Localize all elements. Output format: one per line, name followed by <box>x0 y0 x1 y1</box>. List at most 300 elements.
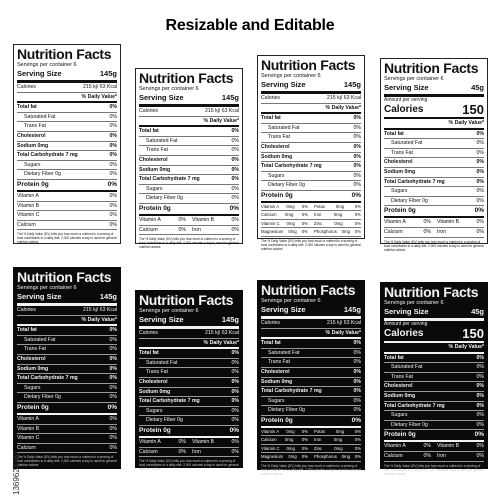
dietary-fiber-row-label: Dietary Fiber 0g <box>24 394 61 401</box>
minerals-row-2-half <box>314 436 361 443</box>
sodium-row <box>261 153 361 163</box>
vitamin-c-row-value: 0% <box>109 212 117 219</box>
total-fat-row-label: Total fat <box>139 350 159 357</box>
minerals-row-half <box>437 228 484 237</box>
minerals-row-4-pct: 0% <box>301 229 308 235</box>
vitamin-c-row <box>17 434 117 444</box>
sodium-row <box>384 392 484 402</box>
amount-per-serving: Amount per serving <box>384 321 428 327</box>
minerals-row-2-label: Iron <box>314 212 322 218</box>
dietary-fiber-row <box>261 181 361 191</box>
minerals-row-1 <box>261 203 361 211</box>
dietary-fiber-row-label: Dietary Fiber 0g <box>268 182 305 189</box>
minerals-row-3-label: Zinc <box>314 220 323 226</box>
total-carb-row <box>17 151 117 161</box>
total-carb-row <box>384 178 484 188</box>
cholesterol-row-label: Cholesterol <box>17 355 46 362</box>
minerals-row-4-half <box>314 228 361 235</box>
saturated-fat-row-label: Saturated Fat <box>268 124 300 131</box>
minerals-row-2-val: 0mg <box>333 212 343 218</box>
protein-row-value: 0% <box>229 426 239 434</box>
serving-size-label: Serving Size <box>139 93 184 102</box>
trans-fat-row-value: 0% <box>109 346 117 353</box>
trans-fat-row-value: 0% <box>353 134 361 141</box>
trans-fat-row <box>261 358 361 368</box>
vitamin-c-row-label: Vitamin C <box>17 435 40 442</box>
dietary-fiber-row <box>17 393 117 403</box>
minerals-row-half <box>384 228 431 237</box>
vitamin-b-row-label: Vitamin B <box>17 425 40 432</box>
sodium-row-label: Sodium 0mg <box>384 168 416 175</box>
sugars-row-label: Sugars <box>146 407 163 414</box>
cholesterol-row-value: 0% <box>231 378 239 385</box>
saturated-fat-row-value: 0% <box>231 137 239 144</box>
total-fat-row <box>384 354 484 364</box>
minerals-row <box>139 448 239 458</box>
servings: Servings per container 6 <box>139 308 199 314</box>
sodium-row <box>384 168 484 178</box>
protein-row-label: Protein 0g <box>17 180 49 188</box>
sodium-row <box>261 378 361 388</box>
daily-value-header-value: % Daily Value* <box>448 344 484 350</box>
sodium-row <box>139 166 239 176</box>
sodium-row-label: Sodium 0mg <box>17 365 49 372</box>
minerals-row-3-half <box>314 445 361 452</box>
minerals-row-3-val: 0mg <box>286 445 295 451</box>
sodium-row-value: 0% <box>231 166 239 173</box>
dietary-fiber-row-value: 0% <box>353 182 361 189</box>
sodium-row-value: 0% <box>353 378 361 385</box>
calories-big <box>384 327 484 343</box>
minerals-row-3-pct: 0% <box>301 220 308 226</box>
minerals-row-pct: 0% <box>423 228 431 235</box>
total-carb-row <box>261 162 361 172</box>
minerals-row <box>384 452 484 462</box>
minerals-row-2-pct: 0% <box>301 437 308 443</box>
minerals-row-1-pct: 0% <box>354 203 361 209</box>
vitamins-row-label: Vitamin A <box>384 443 406 450</box>
sugars-row-label: Sugars <box>268 172 285 179</box>
minerals-row-2-val: 0mg <box>284 437 294 443</box>
cholesterol-row-label: Cholesterol <box>139 156 168 163</box>
vitamins-row-pct: 0% <box>476 219 484 226</box>
total-carb-row-value: 0% <box>353 388 361 395</box>
vitamins-row-pct: 0% <box>476 443 484 450</box>
sugars-row <box>384 187 484 197</box>
sugars-row <box>139 407 239 417</box>
nutrition-label-6 <box>135 290 243 472</box>
minerals-row-pct: 0% <box>178 226 186 233</box>
minerals-row-1-half <box>261 203 308 210</box>
minerals-row-2-pct: 0% <box>301 212 308 218</box>
vitamin-a-row-label: Vitamin A <box>17 415 39 422</box>
sodium-row <box>17 142 117 152</box>
total-carb-row-value: 0% <box>109 375 117 382</box>
vitamins-row-half <box>437 218 484 227</box>
total-fat-row <box>261 114 361 124</box>
vitamins-row-pct: 0% <box>231 438 239 445</box>
serving-size-value: 45g <box>471 307 484 316</box>
vitamin-b-row-value: 0% <box>109 202 117 209</box>
total-fat-row-value: 0% <box>109 327 117 334</box>
cholesterol-row-value: 0% <box>231 156 239 163</box>
minerals-row-1-val: 0mg <box>335 203 345 209</box>
vitamins-row <box>384 442 484 452</box>
cholesterol-row-value: 0% <box>109 132 117 139</box>
trans-fat-row-value: 0% <box>476 149 484 156</box>
serving-size <box>17 69 117 83</box>
minerals-row-3-pct: 0% <box>354 220 361 226</box>
saturated-fat-row <box>384 139 484 149</box>
saturated-fat-row <box>261 349 361 359</box>
dietary-fiber-row <box>139 194 239 204</box>
total-fat-row <box>139 127 239 137</box>
trans-fat-row <box>17 345 117 355</box>
calories-row-label: Calories <box>139 330 159 336</box>
vitamins-row-label: Vitamin B <box>192 438 215 445</box>
serving-size-value: 145g <box>99 292 117 301</box>
vitamins-row <box>384 218 484 228</box>
vitamin-c-row-value: 0% <box>109 435 117 442</box>
nutrition-label-3 <box>257 55 365 251</box>
protein-row-value: 0% <box>351 416 361 424</box>
minerals-row-3-val: 0mg <box>334 220 343 226</box>
total-fat-row-value: 0% <box>353 115 361 122</box>
minerals-row-3-half <box>261 445 308 452</box>
dietary-fiber-row-value: 0% <box>476 421 484 428</box>
nutrition-label-5 <box>13 267 121 469</box>
saturated-fat-row-label: Saturated Fat <box>146 359 178 366</box>
daily-value-header <box>261 329 361 340</box>
calcium-row-label: Calcium <box>17 444 36 451</box>
minerals-row-1-label: Potas <box>314 428 325 434</box>
nutrition-label-8 <box>380 282 488 476</box>
total-fat-row-label: Total fat <box>139 128 159 135</box>
minerals-row-half <box>192 226 239 235</box>
calories-value: 150 <box>462 326 484 341</box>
serving-size-label: Serving Size <box>139 315 184 324</box>
daily-value-header-value: % Daily Value* <box>325 329 361 336</box>
sugars-row <box>261 397 361 407</box>
serving-size-label: Serving Size <box>261 80 306 89</box>
minerals-row-1-val: 0mg <box>335 428 345 434</box>
dietary-fiber-row-label: Dietary Fiber 0g <box>391 421 428 428</box>
minerals-row-pct: 0% <box>476 452 484 459</box>
calories-row <box>139 107 239 117</box>
calories-row-value: 215 kj/ 63 Kcal <box>82 307 117 313</box>
minerals-row-label: Calcium <box>384 228 403 235</box>
minerals-row-label: Calcium <box>384 452 403 459</box>
total-fat-row-label: Total fat <box>261 115 281 122</box>
minerals-row-4-val: 0mg <box>341 229 351 235</box>
saturated-fat-row-label: Saturated Fat <box>391 140 423 147</box>
minerals-row-3-label: Vitamin C <box>261 445 280 451</box>
vitamins-row-pct: 0% <box>178 216 186 223</box>
serving-size <box>17 292 117 306</box>
vitamins-row-half <box>437 442 484 451</box>
footnote: The % Daily Value (DV) tells you how much a nutrient in a serving of food contributes to a daily diet. 2,000 calories a day is used for general nutrition advice. <box>139 459 239 472</box>
trans-fat-row <box>139 146 239 156</box>
dietary-fiber-row <box>17 170 117 180</box>
calories-row-label: Calories <box>261 95 281 101</box>
minerals-row-pct: 0% <box>231 226 239 233</box>
sugars-row-label: Sugars <box>24 161 41 168</box>
total-fat-row-label: Total fat <box>384 354 404 361</box>
total-fat-row-label: Total fat <box>17 104 37 111</box>
dietary-fiber-row-value: 0% <box>353 407 361 414</box>
minerals-row-pct: 0% <box>476 228 484 235</box>
total-fat-row <box>17 103 117 113</box>
vitamins-row-pct: 0% <box>231 216 239 223</box>
protein-row <box>261 416 361 428</box>
total-carb-row-value: 0% <box>231 398 239 405</box>
sugars-row-value: 0% <box>353 172 361 179</box>
total-fat-row <box>261 339 361 349</box>
label-title: Nutrition Facts <box>384 60 479 76</box>
vitamins-row-pct: 0% <box>423 219 431 226</box>
sodium-row-label: Sodium 0mg <box>139 166 171 173</box>
minerals-row-3 <box>261 445 361 453</box>
sugars-row <box>17 161 117 171</box>
vitamin-c-row-label: Vitamin C <box>17 212 40 219</box>
protein-row-label: Protein 0g <box>17 403 49 411</box>
trans-fat-row <box>17 122 117 132</box>
protein-row-value: 0% <box>351 191 361 199</box>
cholesterol-row <box>261 368 361 378</box>
sodium-row-label: Sodium 0mg <box>261 378 293 385</box>
saturated-fat-row-value: 0% <box>476 140 484 147</box>
protein-row-value: 0% <box>107 403 117 411</box>
cholesterol-row <box>261 143 361 153</box>
daily-value-header <box>384 343 484 354</box>
vitamins-row-label: Vitamin B <box>192 216 215 223</box>
footnote: The % Daily Value (DV) tells you how much a nutrient in a serving of food contributes to a daily diet. 2,000 calories a day is used for general nutrition advice. <box>17 232 117 245</box>
protein-row <box>384 430 484 442</box>
sugars-row <box>384 411 484 421</box>
minerals-row-2-half <box>261 211 308 218</box>
minerals-row-1-half <box>314 203 361 210</box>
dietary-fiber-row <box>261 406 361 416</box>
sugars-row-label: Sugars <box>24 384 41 391</box>
serving-size <box>261 305 361 319</box>
trans-fat-row-value: 0% <box>231 369 239 376</box>
protein-row-label: Protein 0g <box>261 416 293 424</box>
total-fat-row-value: 0% <box>231 350 239 357</box>
cholesterol-row <box>139 378 239 388</box>
protein-row-value: 0% <box>107 180 117 188</box>
minerals-row-4-half <box>261 453 308 460</box>
cholesterol-row <box>384 382 484 392</box>
sugars-row-value: 0% <box>476 412 484 419</box>
cholesterol-row <box>17 132 117 142</box>
total-carb-row <box>139 175 239 185</box>
serving-size-label: Serving Size <box>17 69 62 78</box>
dietary-fiber-row-value: 0% <box>109 394 117 401</box>
daily-value-header-value: % Daily Value* <box>203 339 239 346</box>
minerals-row-4 <box>261 228 361 236</box>
trans-fat-row-value: 0% <box>231 147 239 154</box>
trans-fat-row-label: Trans Fat <box>268 134 291 141</box>
cholesterol-row-value: 0% <box>476 383 484 390</box>
minerals-row-3 <box>261 220 361 228</box>
minerals-row-1 <box>261 428 361 436</box>
minerals-row-half <box>384 452 431 461</box>
label-title: Nutrition Facts <box>17 269 112 285</box>
vitamins-row-half <box>384 218 431 227</box>
vitamins-row-label: Vitamin A <box>139 216 161 223</box>
calories-row-value: 215 kj/ 63 Kcal <box>326 320 361 326</box>
trans-fat-row <box>139 368 239 378</box>
total-carb-row-label: Total Carbohydrate 7 mg <box>17 375 78 382</box>
serving-size-value: 145g <box>99 69 117 78</box>
calories-row-label: Calories <box>139 108 159 114</box>
calories-row-label: Calories <box>17 307 37 313</box>
protein-row-label: Protein 0g <box>384 431 416 439</box>
minerals-row-pct: 0% <box>178 448 186 455</box>
dietary-fiber-row-label: Dietary Fiber 0g <box>268 407 305 414</box>
sugars-row <box>139 185 239 195</box>
daily-value-header <box>139 117 239 128</box>
servings: Servings per container 6 <box>384 300 444 306</box>
daily-value-header-value: % Daily Value* <box>81 93 117 100</box>
minerals-row-3-pct: 0% <box>301 445 308 451</box>
label-title: Nutrition Facts <box>139 70 234 86</box>
sugars-row <box>17 384 117 394</box>
calories-row-value: 215 kj/ 63 Kcal <box>204 108 239 114</box>
minerals-row-1-pct: 0% <box>301 203 308 209</box>
dietary-fiber-row-value: 0% <box>476 197 484 204</box>
cholesterol-row <box>384 158 484 168</box>
daily-value-header <box>384 119 484 130</box>
trans-fat-row-value: 0% <box>109 123 117 130</box>
cholesterol-row-value: 0% <box>353 143 361 150</box>
minerals-row-pct: 0% <box>423 452 431 459</box>
calories-value: 150 <box>462 102 484 117</box>
label-title: Nutrition Facts <box>261 57 356 73</box>
calories-row-value: 215 kj/ 63 Kcal <box>326 95 361 101</box>
total-carb-row-value: 0% <box>476 178 484 185</box>
saturated-fat-row <box>261 124 361 134</box>
sugars-row-label: Sugars <box>146 185 163 192</box>
minerals-row-3-val: 0mg <box>286 220 295 226</box>
protein-row-value: 0% <box>229 204 239 212</box>
calories-row-value: 215 kj/ 63 Kcal <box>82 84 117 90</box>
sugars-row-value: 0% <box>231 185 239 192</box>
minerals-row <box>139 226 239 236</box>
calcium-row <box>17 444 117 454</box>
serving-size-value: 145g <box>221 315 239 324</box>
cholesterol-row-label: Cholesterol <box>384 159 413 166</box>
saturated-fat-row-value: 0% <box>109 113 117 120</box>
total-fat-row-label: Total fat <box>17 327 37 334</box>
nutrition-label-4 <box>380 58 488 252</box>
minerals-row-4-label: Magnesium <box>261 454 284 460</box>
minerals-row-4-val: 0mg <box>341 454 351 460</box>
trans-fat-row-label: Trans Fat <box>146 147 169 154</box>
daily-value-header-value: % Daily Value* <box>203 117 239 124</box>
sugars-row-value: 0% <box>476 188 484 195</box>
sodium-row-label: Sodium 0mg <box>17 142 49 149</box>
minerals-row-2-val: 0mg <box>284 212 294 218</box>
minerals-row-3-half <box>261 220 308 227</box>
trans-fat-row-value: 0% <box>476 373 484 380</box>
saturated-fat-row-value: 0% <box>231 359 239 366</box>
vitamins-row-pct: 0% <box>423 443 431 450</box>
calories-row-value: 215 kj/ 63 Kcal <box>204 330 239 336</box>
total-carb-row-value: 0% <box>476 402 484 409</box>
protein-row <box>261 191 361 203</box>
cholesterol-row-label: Cholesterol <box>139 378 168 385</box>
footnote: The % Daily Value (DV) tells you how much a nutrient in a serving of food contributes to a daily diet. 2,000 calories a day is used for general nutrition advice. <box>261 463 361 476</box>
calories-row <box>17 83 117 93</box>
serving-size-label: Serving Size <box>261 305 306 314</box>
vitamin-a-row-label: Vitamin A <box>17 192 39 199</box>
servings: Servings per container 6 <box>384 76 444 82</box>
nutrition-label-1 <box>13 44 121 244</box>
minerals-row-2-half <box>314 211 361 218</box>
saturated-fat-row-value: 0% <box>353 349 361 356</box>
sugars-row-value: 0% <box>353 397 361 404</box>
minerals-row-2-label: Iron <box>314 437 322 443</box>
minerals-row-1-label: Vitamin A <box>261 203 280 209</box>
vitamins-row-label: Vitamin A <box>384 219 406 226</box>
vitamin-a-row <box>17 415 117 425</box>
sugars-row-label: Sugars <box>391 412 408 419</box>
cholesterol-row-value: 0% <box>109 355 117 362</box>
minerals-row-label: Iron <box>437 452 446 459</box>
saturated-fat-row <box>17 113 117 123</box>
nutrition-label-7 <box>257 280 365 476</box>
saturated-fat-row <box>139 137 239 147</box>
sodium-row-value: 0% <box>476 168 484 175</box>
minerals-row-3-label: Vitamin C <box>261 220 280 226</box>
protein-row-label: Protein 0g <box>139 426 171 434</box>
minerals-row-4-label: Magnesium <box>261 229 284 235</box>
calories-row <box>261 94 361 104</box>
minerals-row-3-pct: 0% <box>354 445 361 451</box>
total-fat-row-value: 0% <box>476 354 484 361</box>
amount-per-serving: Amount per serving <box>384 97 428 103</box>
daily-value-header-value: % Daily Value* <box>81 316 117 323</box>
minerals-row-4-half <box>314 453 361 460</box>
total-carb-row <box>261 387 361 397</box>
minerals-row-2-pct: 0% <box>354 437 361 443</box>
saturated-fat-row <box>17 336 117 346</box>
calories-row <box>261 319 361 329</box>
vitamins-row-half <box>139 438 186 447</box>
vitamins-row-pct: 0% <box>178 438 186 445</box>
minerals-row-4-label: Phosphorus <box>314 454 337 460</box>
daily-value-header <box>261 104 361 115</box>
trans-fat-row <box>384 149 484 159</box>
total-fat-row-label: Total fat <box>384 130 404 137</box>
label-title: Nutrition Facts <box>384 284 479 300</box>
minerals-row-3-val: 0mg <box>334 445 343 451</box>
serving-size-label: Serving Size <box>384 307 429 316</box>
dietary-fiber-row-label: Dietary Fiber 0g <box>146 417 183 424</box>
calories-row-label: Calories <box>17 84 37 90</box>
total-carb-row-value: 0% <box>231 176 239 183</box>
dietary-fiber-row-label: Dietary Fiber 0g <box>24 171 61 178</box>
saturated-fat-row <box>384 363 484 373</box>
servings: Servings per container 6 <box>261 298 321 304</box>
trans-fat-row-value: 0% <box>353 359 361 366</box>
minerals-row-3-half <box>314 220 361 227</box>
minerals-row-half <box>192 448 239 457</box>
minerals-row-1-val: 0mg <box>286 203 295 209</box>
calcium-row-value: 0% <box>109 221 117 228</box>
calcium-row-value: 0% <box>109 444 117 451</box>
